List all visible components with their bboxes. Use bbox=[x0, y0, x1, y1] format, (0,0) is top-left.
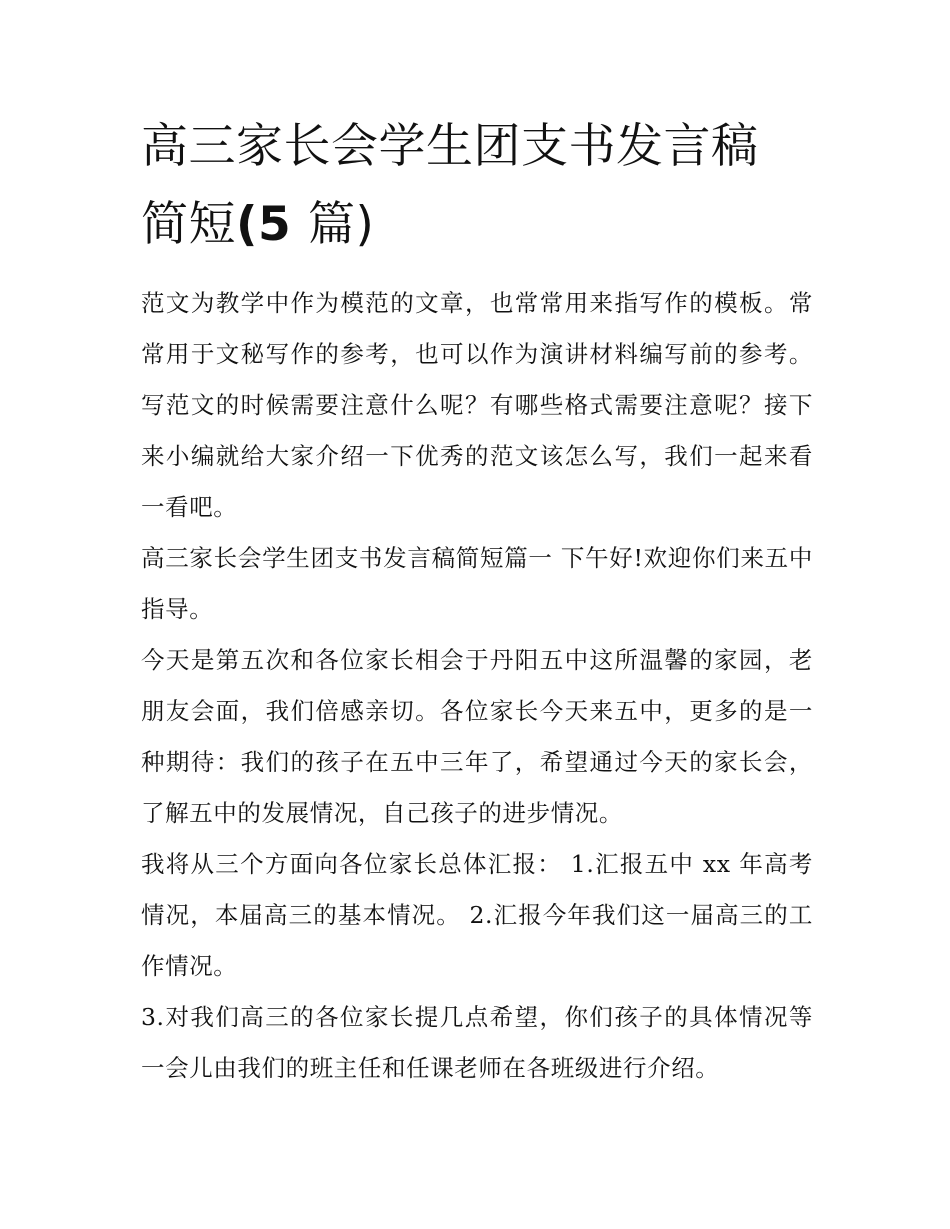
paragraph-outline: 我将从三个方面向各位家长总体汇报： 1.汇报五中 xx 年高考情况，本届高三的基本情况。 2.汇报今年我们这一届高三的工作情况。 bbox=[141, 850, 813, 980]
title-line-1: 高三家长会学生团支书发言稿 bbox=[141, 119, 759, 174]
document-page bbox=[141, 108, 813, 1094]
paragraph-meeting: 今天是第五次和各位家长相会于丹阳五中这所温馨的家园，老朋友会面，我们倍感亲切。各位家长今天来五中，更多的是一种期待：我们的孩子在五中三年了，希望通过今天的家长会，了解五中的发展情况，自己孩子的进步情况。 bbox=[141, 646, 813, 827]
paragraph-hopes: 3.对我们高三的各位家长提几点希望，你们孩子的具体情况等一会儿由我们的班主任和任课老师在各班级进行介绍。 bbox=[141, 1003, 813, 1082]
document-title bbox=[141, 108, 813, 264]
paragraph-intro: 范文为教学中作为模范的文章，也常常用来指写作的模板。常常用于文秘写作的参考，也可以作为演讲材料编写前的参考。写范文的时候需要注意什么呢？有哪些格式需要注意呢？接下来小编就给大家介绍一下优秀的范文该怎么写，我们一起来看一看吧。 bbox=[141, 289, 813, 521]
title-suffix: 篇) bbox=[308, 197, 375, 252]
title-count: (5 bbox=[236, 197, 309, 252]
paragraph-greeting: 高三家长会学生团支书发言稿简短篇一 下午好!欢迎你们来五中指导。 bbox=[141, 544, 813, 623]
document-body bbox=[141, 278, 813, 1094]
title-line-2 bbox=[141, 186, 813, 264]
title-prefix: 简短 bbox=[141, 197, 236, 252]
